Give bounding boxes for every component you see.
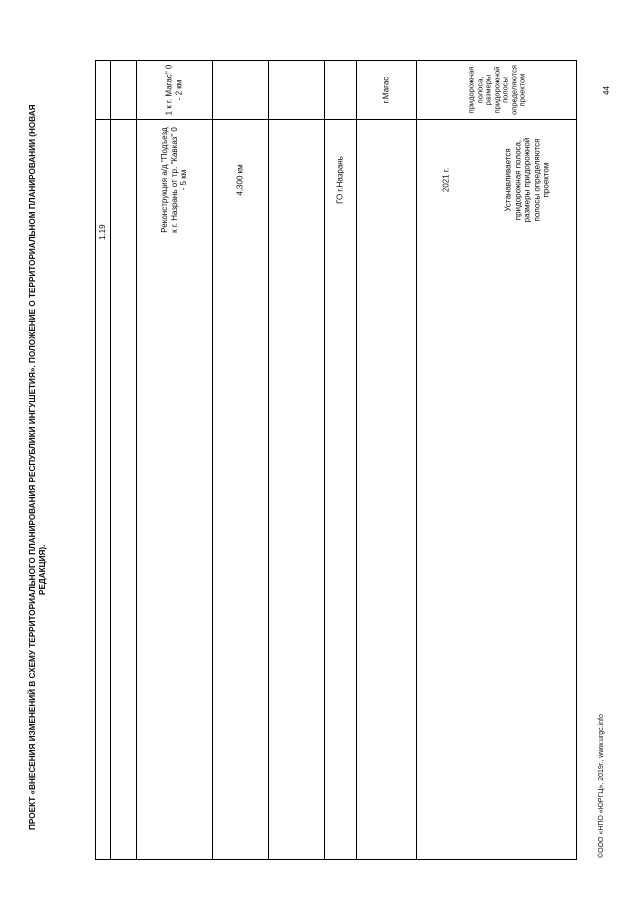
- note-cell: придорожная полоса, размеры придорожной полосы определяются проектом: [466, 65, 527, 115]
- projects-table: [95, 60, 577, 860]
- table-row-top: [96, 61, 576, 119]
- header-line-1: ПРОЕКТ «ВНЕСЕНИЯ ИЗМЕНЕНИЙ В СХЕМУ ТЕРРИТОРИАЛЬНОГО ПЛАНИРОВАНИЯ РЕСПУБЛИКИ ИНГУШЕТИЯ». ПОЛОЖЕНИЕ О ТЕРРИТОРИАЛЬНОМ ПЛАНИРОВАНИИ (НОВАЯ: [28, 104, 37, 830]
- name-cell: 1 к г. Магас" 0 - 2 км: [164, 64, 183, 116]
- header-line-2: РЕДАКЦИЯ).: [38, 544, 47, 595]
- page-number: 44: [602, 86, 611, 95]
- location-cell: г.Магас: [381, 76, 391, 104]
- table-row: 1.19 Реконструкция а/д "Подъезд к г. Назрань от тр. "Кавказ" 0 - 5 км 4,300 км ГО г.Назрань 2021 г. Устанавливается придорожная полоса, размеры придорожной полосы определяются проектом: [96, 119, 576, 240]
- footer-copyright: ©ООО «НПО «ЮРГЦ», 2019г., www.urgc.info: [598, 714, 605, 858]
- document-header: [28, 104, 48, 830]
